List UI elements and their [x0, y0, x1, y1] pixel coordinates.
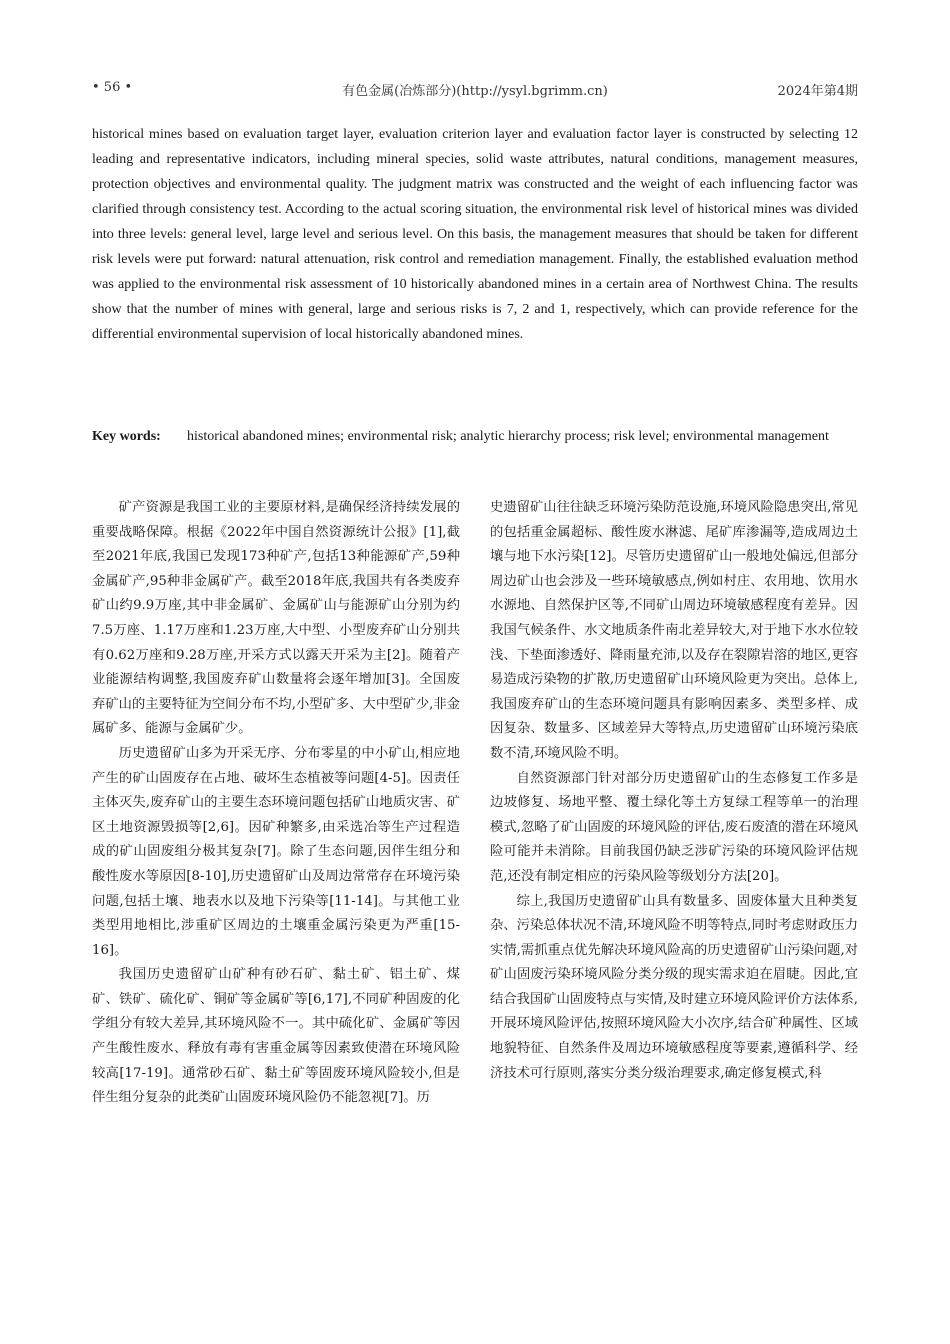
- keywords-text: historical abandoned mines; environmental risk; analytic hierarchy process; risk level; environmental management: [187, 429, 829, 444]
- paragraph: 历史遗留矿山多为开采无序、分布零星的中小矿山,相应地产生的矿山固废存在占地、破坏生态植被等问题[4-5]。因责任主体灭失,废弃矿山的主要生态环境问题包括矿山地质灾害、矿区土地资源毁损等[2,6]。因矿种繁多,由采选冶等生产过程造成的矿山固废组分极其复杂[7]。除了生态问题,因伴生组分和酸性废水等原因[8-10],历史遗留矿山及周边常常存在环境污染问题,包括土壤、地表水以及地下污染等[11-14]。与其他工业类型用地相比,涉重矿区周边的土壤重金属污染更为严重[15-16]。: [92, 745, 460, 958]
- body-column-left: [92, 496, 460, 1111]
- journal-title: 有色金属(冶炼部分)(http://ysyl.bgrimm.cn): [342, 84, 608, 99]
- paragraph: 自然资源部门针对部分历史遗留矿山的生态修复工作多是边坡修复、场地平整、覆土绿化等土方复绿工程等单一的治理模式,忽略了矿山固废的环境风险的评估,废石废渣的潜在环境风险可能并未消除。目前我国仍缺乏涉矿污染的环境风险评估规范,还没有制定相应的污染风险等级划分方法[20]。: [490, 770, 858, 884]
- issue-label: 2024年第4期: [777, 84, 858, 99]
- keywords-label: Key words:: [92, 429, 161, 444]
- paragraph: 综上,我国历史遗留矿山具有数量多、固废体量大且种类复杂、污染总体状况不清,环境风险不明等特点,同时考虑财政压力实情,需抓重点优先解决环境风险高的历史遗留矿山污染问题,对矿山固废污染环境风险分类分级的现实需求迫在眉睫。因此,宜结合我国矿山固废特点与实情,及时建立环境风险评价方法体系,开展环境风险评估,按照环境风险大小次序,结合矿种属性、区域地貌特征、自然条件及周边环境敏感程度等要素,遵循科学、经济技术可行原则,落实分类分级治理要求,确定修复模式,科: [490, 893, 858, 1081]
- body-column-right: [490, 496, 858, 1086]
- paragraph-continued: 史遗留矿山往往缺乏环境污染防范设施,环境风险隐患突出,常见的包括重金属超标、酸性废水淋滤、尾矿库渗漏等,造成周边土壤与地下水污染[12]。尽管历史遗留矿山一般地处偏远,但部分周边矿山也会涉及一些环境敏感点,例如村庄、农用地、饮用水水源地、自然保护区等,不同矿山周边环境敏感程度有差异。因我国气候条件、水文地质条件南北差异较大,对于地下水水位较浅、下垫面渗透好、降雨量充沛,以及存在裂隙岩溶的地区,更容易造成污染物的扩散,历史遗留矿山环境风险更为突出。总体上,我国废弃矿山的生态环境问题具有影响因素多、类型多样、成因复杂、数量多、区域差异大等特点,历史遗留矿山环境污染底数不清,环境风险不明。: [490, 500, 858, 761]
- paragraph: 矿产资源是我国工业的主要原材料,是确保经济持续发展的重要战略保障。根据《2022年中国自然资源统计公报》[1],截至2021年底,我国已发现173种矿产,包括13种能源矿产,59种金属矿产,95种非金属矿产。截至2018年底,我国共有各类废弃矿山约9.9万座,其中非金属矿、金属矿山与能源矿山分别为约7.5万座、1.17万座和1.23万座,大中型、小型废弃矿山分别共有0.62万座和9.28万座,开采方式以露天开采为主[2]。随着产业能源结构调整,我国废弃矿山数量将会逐年增加[3]。全国废弃矿山的主要特征为空间分布不均,小型矿多、大中型矿少,非金属矿多、能源与金属矿少。: [92, 500, 460, 737]
- page-header: [92, 80, 858, 100]
- page-number: • 56 •: [92, 80, 133, 95]
- abstract-text: historical mines based on evaluation target layer, evaluation criterion layer and evaluation factor layer is constructed by selecting 12 leading and representative indicators, including mineral species, solid waste attributes, natural conditions, management measures, protection objectives and environmental quality. The judgment matrix was constructed and the weight of each influencing factor was clarified through consistency test. According to the actual scoring situation, the environmental risk level of historical mines was divided into three levels: general level, large level and serious level. On this basis, the management measures that should be taken for different risk levels were put forward: natural attenuation, risk control and remediation management. Finally, the established evaluation method was applied to the environmental risk assessment of 10 historically abandoned mines in a certain area of Northwest China. The results show that the number of mines with general, large and serious risks is 7, 2 and 1, respectively, which can provide reference for the differential environmental supervision of local historically abandoned mines.: [92, 127, 858, 342]
- keywords: [92, 424, 858, 449]
- paragraph: 我国历史遗留矿山矿种有砂石矿、黏土矿、铝土矿、煤矿、铁矿、硫化矿、铜矿等金属矿等[6,17],不同矿种固废的化学组分有较大差异,其环境风险不一。其中硫化矿、金属矿等因产生酸性废水、释放有毒有害重金属等因素致使潜在环境风险较高[17-19]。通常砂石矿、黏土矿等固废环境风险较小,但是伴生组分复杂的此类矿山固废环境风险仍不能忽视[7]。历: [92, 967, 460, 1106]
